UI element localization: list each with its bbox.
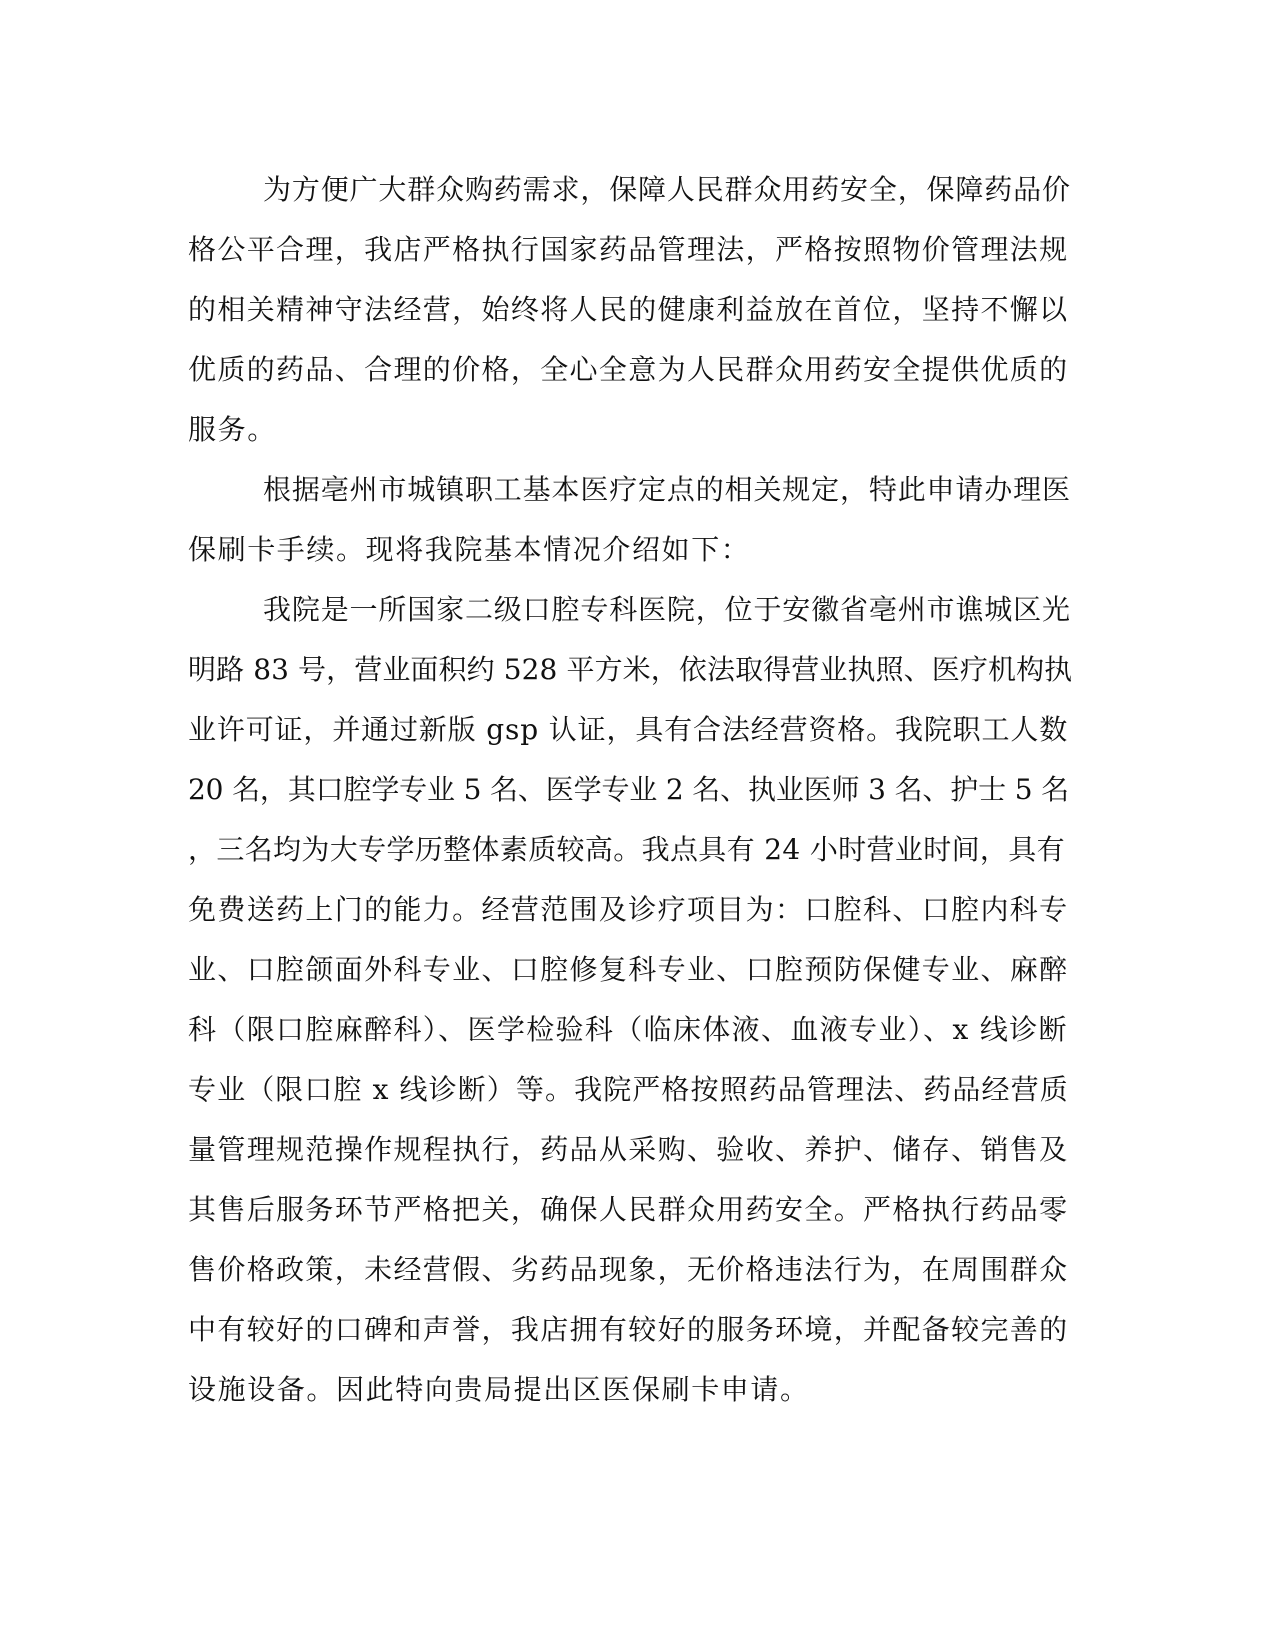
text-line: 根据亳州市城镇职工基本医疗定点的相关规定，特此申请办理医 <box>263 473 1071 506</box>
text-line: 售价格政策，未经营假、劣药品现象，无价格违法行为，在周围群众 <box>188 1253 1069 1286</box>
text-line: 明路 83 号，营业面积约 528 平方米，依法取得营业执照、医疗机构执 <box>188 653 1073 686</box>
text-line: 设施设备。因此特向贵局提出区医保刷卡申请。 <box>188 1373 810 1406</box>
text-line: 业许可证，并通过新版 gsp 认证，具有合法经营资格。我院职工人数 <box>188 713 1069 746</box>
paragraph-3 <box>188 580 1072 1420</box>
text-line: 为方便广大群众购药需求，保障人民群众用药安全，保障药品价 <box>263 173 1071 206</box>
text-line: 免费送药上门的能力。经营范围及诊疗项目为：口腔科、口腔内科专 <box>188 893 1069 926</box>
text-line: 专业（限口腔 x 线诊断）等。我院严格按照药品管理法、药品经营质 <box>188 1073 1069 1106</box>
document-body <box>188 160 1072 1420</box>
text-line: 保刷卡手续。现将我院基本情况介绍如下： <box>188 533 751 566</box>
text-line: 中有较好的口碑和声誉，我店拥有较好的服务环境，并配备较完善的 <box>188 1313 1069 1346</box>
text-line: ，三名均为大专学历整体素质较高。我点具有 24 小时营业时间，具有 <box>188 833 1065 866</box>
text-line: 业、口腔颌面外科专业、口腔修复科专业、口腔预防保健专业、麻醉 <box>188 953 1069 986</box>
text-line: 科（限口腔麻醉科）、医学检验科（临床体液、血液专业）、x 线诊断 <box>188 1013 1068 1046</box>
text-line: 的相关精神守法经营，始终将人民的健康利益放在首位，坚持不懈以 <box>188 293 1069 326</box>
paragraph-1 <box>188 160 1072 460</box>
text-line: 20 名，其口腔学专业 5 名、医学专业 2 名、执业医师 3 名、护士 5 名 <box>188 773 1069 806</box>
paragraph-2 <box>188 460 1072 580</box>
text-line: 优质的药品、合理的价格，全心全意为人民群众用药安全提供优质的 <box>188 353 1069 386</box>
text-line: 量管理规范操作规程执行，药品从采购、验收、养护、储存、销售及 <box>188 1133 1069 1166</box>
text-line: 其售后服务环节严格把关，确保人民群众用药安全。严格执行药品零 <box>188 1193 1069 1226</box>
text-line: 格公平合理，我店严格执行国家药品管理法，严格按照物价管理法规 <box>188 233 1069 266</box>
text-line: 服务。 <box>188 413 277 446</box>
text-line: 我院是一所国家二级口腔专科医院，位于安徽省亳州市谯城区光 <box>263 593 1071 626</box>
